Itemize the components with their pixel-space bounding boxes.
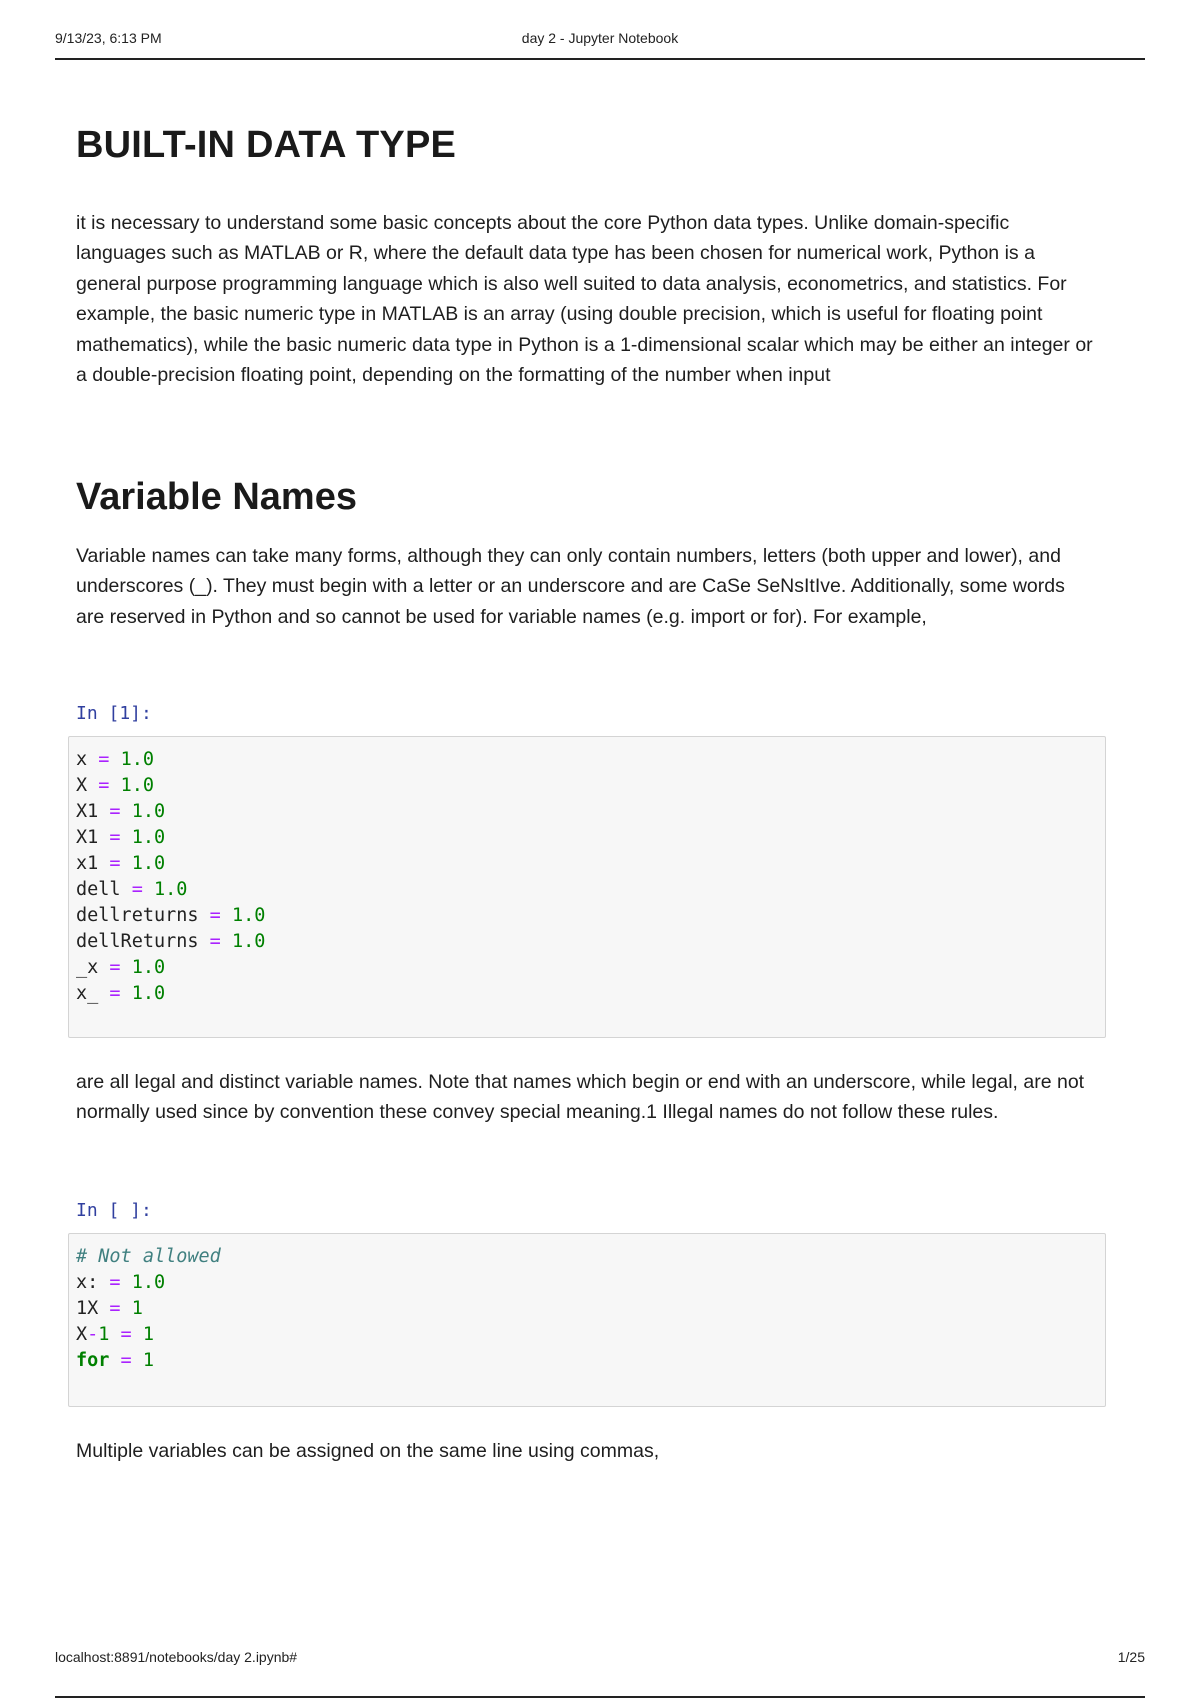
- code-number: 1: [98, 1324, 110, 1345]
- code-operator: -: [87, 1324, 99, 1345]
- code-line: [76, 929, 1105, 955]
- code-identifier: X1: [76, 827, 99, 848]
- code-identifier: X: [76, 775, 88, 796]
- print-page-number: 1/25: [1117, 1649, 1145, 1665]
- code-keyword: for: [76, 1350, 110, 1371]
- multiple-assignment-paragraph: Multiple variables can be assigned on the same line using commas,: [76, 1440, 660, 1462]
- code-line: [76, 955, 1105, 981]
- code-operator: =: [120, 879, 154, 900]
- code-comment: # Not allowed: [76, 1246, 221, 1267]
- code-identifier: x: [76, 749, 88, 770]
- code-line: [76, 1348, 1105, 1374]
- code-number: 1.0: [231, 905, 266, 926]
- code-operator: =: [98, 827, 132, 848]
- code-line: [76, 1244, 1105, 1270]
- code-number: 1.0: [153, 879, 188, 900]
- code-identifier: x:: [76, 1272, 99, 1293]
- code-operator: =: [198, 905, 232, 926]
- code-operator: =: [109, 1350, 143, 1371]
- code-number: 1.0: [120, 749, 154, 770]
- code-operator: =: [98, 1298, 132, 1319]
- code-line: [76, 1322, 1105, 1348]
- cell-1-prompt: In [1]:: [76, 703, 152, 724]
- print-url: localhost:8891/notebooks/day 2.ipynb#: [55, 1649, 298, 1665]
- code-number: 1.0: [131, 853, 166, 874]
- code-line: [76, 851, 1105, 877]
- code-identifier: X1: [76, 801, 99, 822]
- code-operator: =: [198, 931, 232, 952]
- code-cell-1[interactable]: [68, 736, 1106, 1038]
- code-identifier: dellreturns: [76, 905, 199, 926]
- code-line: [76, 799, 1105, 825]
- code-identifier: dell: [76, 879, 121, 900]
- intro-paragraph: it is necessary to understand some basic concepts about the core Python data types. Unlike domain-specific languages such as MATLAB or R, where the default data type has been chosen for numerical work, Python is a general purpose programming language which is also well suited to data analysis, econometrics, and statistics. For example, the basic numeric type in MATLAB is an array (using double precision, which is useful for floating point mathematics), while the basic numeric data type in Python is a 1-dimensional scalar which may be either an integer or a double-precision floating point, depending on the formatting of the number when input: [76, 212, 1093, 387]
- code-operator: =: [98, 957, 132, 978]
- code-operator: =: [98, 1272, 132, 1293]
- code-identifier: 1X: [76, 1298, 99, 1319]
- code-identifier: x_: [76, 983, 99, 1004]
- cell-2-prompt: In [ ]:: [76, 1200, 152, 1221]
- code-operator: =: [87, 775, 121, 796]
- code-number: 1.0: [131, 983, 166, 1004]
- code-operator: =: [109, 1324, 143, 1345]
- code-operator: =: [87, 749, 121, 770]
- code-number: 1: [142, 1324, 154, 1345]
- code-line: [76, 773, 1105, 799]
- code-identifier: X: [76, 1324, 88, 1345]
- code-number: 1.0: [120, 775, 154, 796]
- code-operator: =: [98, 983, 132, 1004]
- code-line: [76, 981, 1105, 1007]
- code-number: 1.0: [231, 931, 266, 952]
- footer-rule: [55, 1696, 1145, 1698]
- code-number: 1.0: [131, 801, 166, 822]
- print-page-title: day 2 - Jupyter Notebook: [521, 30, 679, 46]
- code-identifier: x1: [76, 853, 99, 874]
- heading-built-in-data-type: BUILT-IN DATA TYPE: [76, 124, 457, 166]
- code-cell-2-source[interactable]: [69, 1234, 1105, 1374]
- code-identifier: _x: [76, 957, 99, 978]
- code-line: [76, 877, 1105, 903]
- code-number: 1: [142, 1350, 154, 1371]
- code-operator: =: [98, 853, 132, 874]
- code-line: [76, 1296, 1105, 1322]
- print-footer: [55, 1645, 1145, 1685]
- code-line: [76, 747, 1105, 773]
- code-cell-1-source[interactable]: [69, 737, 1105, 1007]
- code-identifier: dellReturns: [76, 931, 199, 952]
- code-number: 1.0: [131, 1272, 166, 1293]
- code-number: 1.0: [131, 827, 166, 848]
- code-cell-2[interactable]: [68, 1233, 1106, 1407]
- code-operator: =: [98, 801, 132, 822]
- code-line: [76, 1270, 1105, 1296]
- heading-variable-names: Variable Names: [76, 476, 357, 518]
- code-line: [76, 903, 1105, 929]
- code-number: 1: [131, 1298, 143, 1319]
- legal-names-paragraph: are all legal and distinct variable names. Note that names which begin or end with an underscore, while legal, are not normally used since by convention these convey special meaning.1 Illegal names do not follow these rules.: [76, 1071, 1085, 1124]
- print-date: 9/13/23, 6:13 PM: [55, 30, 162, 46]
- print-header: [55, 30, 1145, 60]
- code-number: 1.0: [131, 957, 166, 978]
- variable-names-paragraph: Variable names can take many forms, although they can only contain numbers, letters (both upper and lower), and underscores (_). They must begin with a letter or an underscore and are CaSe SeNsItIve. Additionally, some words are reserved in Python and so cannot be used for variable names (e.g. import or for). For example,: [76, 545, 1065, 628]
- code-line: [76, 825, 1105, 851]
